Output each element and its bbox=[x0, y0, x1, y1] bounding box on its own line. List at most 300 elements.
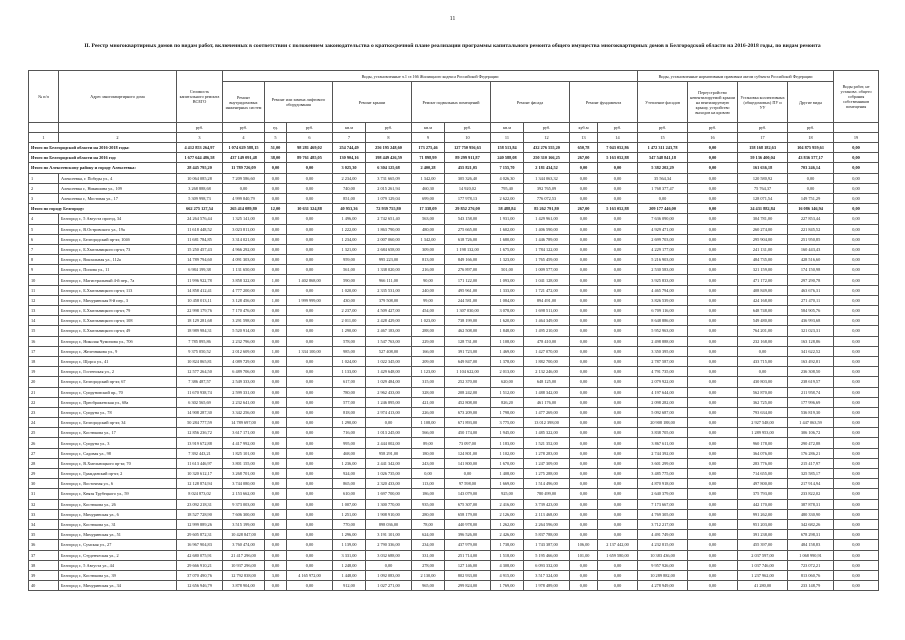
table-cell: 3 712 217,00 bbox=[638, 519, 688, 529]
table-cell: 20 908 188,00 bbox=[638, 418, 688, 428]
table-cell: 0,00 bbox=[688, 428, 738, 438]
table-cell: 158 168 182,63 bbox=[738, 143, 788, 153]
table-cell: 72 939 755,80 bbox=[366, 204, 412, 214]
table-cell: 1 307 030,00 bbox=[445, 306, 491, 316]
table-cell: 455 821,05 bbox=[445, 163, 491, 173]
table-cell: 59 136 400,04 bbox=[738, 153, 788, 163]
table-cell: 563,00 bbox=[412, 214, 445, 224]
table-cell: 0,00 bbox=[570, 265, 598, 275]
table-cell: 0,00 bbox=[265, 581, 287, 591]
table-cell: 280,00 bbox=[412, 509, 445, 519]
row-number: 26 bbox=[29, 438, 59, 448]
table-cell: 3 826 539,00 bbox=[638, 295, 688, 305]
table-cell: 391 723,00 bbox=[445, 346, 491, 356]
table-cell: 12 856 236,72 bbox=[177, 428, 223, 438]
unit-cell: кв.м bbox=[333, 123, 366, 133]
row-number: 32 bbox=[29, 499, 59, 509]
table-cell: 4 929 471,00 bbox=[638, 224, 688, 234]
table-cell: 0,00 bbox=[738, 346, 788, 356]
table-cell: 73 097,00 bbox=[445, 438, 491, 448]
table-cell: 10 289 882,00 bbox=[638, 570, 688, 580]
table-cell: 0,00 bbox=[788, 183, 834, 193]
house-address: Белгород г., Б.Хмельницкого пр-кт, 113 bbox=[59, 285, 177, 295]
table-cell: 0,00 bbox=[598, 295, 638, 305]
table-cell: 177 996,69 bbox=[788, 397, 834, 407]
table-cell: 0,00 bbox=[688, 285, 738, 295]
row-number: 20 bbox=[29, 377, 59, 387]
table-cell: 437 979,00 bbox=[445, 540, 491, 550]
table-cell: 2 699 703,00 bbox=[638, 234, 688, 244]
table-cell: 1 429 961,00 bbox=[524, 214, 570, 224]
table-cell: 14 920,02 bbox=[445, 183, 491, 193]
table-cell: 0,00 bbox=[287, 509, 333, 519]
table-cell: 471 172,00 bbox=[738, 275, 788, 285]
table-cell: 1 275 288,00 bbox=[524, 469, 570, 479]
table-cell: 0,00 bbox=[265, 428, 287, 438]
table-cell: 321 023,31 bbox=[788, 326, 834, 336]
table-cell: 127 146,00 bbox=[445, 560, 491, 570]
table-cell: 3 617 171,00 bbox=[223, 428, 265, 438]
table-cell: 1 769,00 bbox=[491, 581, 524, 591]
column-number: 4 bbox=[223, 133, 265, 143]
table-cell: 1 427 070,00 bbox=[524, 346, 570, 356]
table-cell: 106,00 bbox=[570, 540, 598, 550]
table-cell: 662 275 127,54 bbox=[177, 204, 223, 214]
header-group-fund: Виды, установленные ч.1 ст.166 Жилищного кодекса Российской Федерации bbox=[223, 71, 638, 82]
row-number: 7 bbox=[29, 244, 59, 254]
table-cell: 1 784 122,00 bbox=[524, 244, 570, 254]
table-cell: 3 314 021,00 bbox=[223, 234, 265, 244]
table-cell: 309,00 bbox=[412, 244, 445, 254]
unit-cell: руб. bbox=[638, 123, 688, 133]
table-cell: 0,00 bbox=[688, 550, 738, 560]
header-meters: Установка коллективных (общедомовых) ПУ и УУ bbox=[738, 82, 788, 123]
table-cell: 0,00 bbox=[834, 397, 879, 407]
table-cell: 461 176,00 bbox=[524, 397, 570, 407]
table-cell: 0,00 bbox=[287, 255, 333, 265]
row-number: 10 bbox=[29, 275, 59, 285]
table-cell: 0,00 bbox=[834, 204, 879, 214]
table-cell: 0,00 bbox=[688, 153, 738, 163]
table-cell: 0,00 bbox=[287, 479, 333, 489]
table-cell: 0,00 bbox=[265, 265, 287, 275]
table-cell: 211 958,74 bbox=[788, 387, 834, 397]
table-row bbox=[29, 418, 879, 428]
table-cell: 5 163 052,88 bbox=[598, 153, 638, 163]
table-cell: 1 378,00 bbox=[491, 356, 524, 366]
column-number: 7 bbox=[333, 133, 366, 143]
unit-cell: руб. bbox=[524, 123, 570, 133]
table-cell: 714 655,00 bbox=[738, 469, 788, 479]
table-cell: 4 165 972,00 bbox=[287, 570, 333, 580]
table-cell: 0,00 bbox=[688, 244, 738, 254]
table-cell: 795,40 bbox=[491, 183, 524, 193]
table-cell: 2 137 442,00 bbox=[598, 540, 638, 550]
table-row bbox=[29, 397, 879, 407]
house-address: Белгород г., В.Островского ул., 19а bbox=[59, 224, 177, 234]
row-number: 34 bbox=[29, 519, 59, 529]
table-cell: 0,00 bbox=[688, 407, 738, 417]
house-address: Белгород г., Костюкова ул., 31 bbox=[59, 519, 177, 529]
table-row bbox=[29, 499, 879, 509]
table-cell: 0,00 bbox=[688, 367, 738, 377]
table-cell: 1 659 580,00 bbox=[598, 550, 638, 560]
table-cell: 495 961,00 bbox=[445, 285, 491, 295]
header-foundation: Ремонт фундамента bbox=[570, 82, 638, 123]
row-number: 16 bbox=[29, 336, 59, 346]
table-cell: 0,00 bbox=[834, 560, 879, 570]
table-row bbox=[29, 458, 879, 468]
table-cell: 0,00 bbox=[265, 377, 287, 387]
table-cell: 5 309 998,73 bbox=[177, 193, 223, 203]
table-cell: 4 026,30 bbox=[491, 173, 524, 183]
table-cell: 1 675,00 bbox=[491, 244, 524, 254]
table-cell: 0,00 bbox=[598, 570, 638, 580]
table-cell: 543 158,00 bbox=[445, 214, 491, 224]
table-cell: 208 242,00 bbox=[445, 387, 491, 397]
house-address: Белгород г., Магистральный 4-й пер., 7а bbox=[59, 275, 177, 285]
table-cell: 1 518,00 bbox=[491, 550, 524, 560]
table-cell: 0,00 bbox=[265, 163, 287, 173]
table-cell: 124 801,00 bbox=[445, 448, 491, 458]
table-cell: 951 203,00 bbox=[738, 519, 788, 529]
table-cell: 12 128 874,94 bbox=[177, 479, 223, 489]
table-row bbox=[29, 489, 879, 499]
table-cell: 10 320 612,17 bbox=[177, 469, 223, 479]
table-cell: 421,00 bbox=[412, 397, 445, 407]
row-number: 28 bbox=[29, 458, 59, 468]
table-cell: 4 999 840,79 bbox=[223, 193, 265, 203]
table-cell: 0,00 bbox=[265, 448, 287, 458]
table-cell: 985,00 bbox=[333, 346, 366, 356]
row-number: 23 bbox=[29, 407, 59, 417]
table-cell: 2 098 282,00 bbox=[638, 397, 688, 407]
table-row bbox=[29, 295, 879, 305]
table-cell: 1 931,00 bbox=[491, 214, 524, 224]
table-cell: 0,00 bbox=[570, 285, 598, 295]
row-number: 38 bbox=[29, 560, 59, 570]
table-cell: 4 091 303,00 bbox=[223, 255, 265, 265]
table-cell: 0,00 bbox=[834, 265, 879, 275]
table-cell: 0,00 bbox=[688, 560, 738, 570]
table-cell: 0,00 bbox=[598, 356, 638, 366]
table-cell: 1 079 129,04 bbox=[366, 193, 412, 203]
table-cell: 295 904,00 bbox=[738, 234, 788, 244]
table-row bbox=[29, 530, 879, 540]
table-cell: 0,00 bbox=[598, 469, 638, 479]
summary-label: Итого по Алексеевскому району и городу Алексеевка: bbox=[29, 163, 177, 173]
table-cell: 14 858 412,41 bbox=[177, 285, 223, 295]
house-address: Белгород г., Мичуринская ул., 6 bbox=[59, 509, 177, 519]
table-cell: 2 079 922,00 bbox=[638, 377, 688, 387]
table-cell: 3 744 080,00 bbox=[223, 479, 265, 489]
house-address: Белгород г., Преображенская ул., 68а bbox=[59, 397, 177, 407]
table-cell: 1 496,00 bbox=[333, 214, 366, 224]
table-cell: 1 738,00 bbox=[491, 540, 524, 550]
table-cell: 1 669,00 bbox=[491, 479, 524, 489]
house-address: Белгород г., Мичуринская 8-й пер., 3 bbox=[59, 295, 177, 305]
table-cell: 267,00 bbox=[570, 204, 598, 214]
table-cell: 180,00 bbox=[412, 448, 445, 458]
table-cell: 1 300 770,00 bbox=[366, 499, 412, 509]
table-cell: 143 079,00 bbox=[445, 489, 491, 499]
table-cell: 391 238,00 bbox=[738, 530, 788, 540]
table-cell: 0,00 bbox=[287, 448, 333, 458]
header-roof-conversion: Переустройство невентилируемой крыши на вентилируемую крышу, устройство выходов на кровлю bbox=[688, 82, 738, 123]
table-cell: 1 620,00 bbox=[491, 316, 524, 326]
column-number: 14 bbox=[598, 133, 638, 143]
table-cell: 1 485 322,00 bbox=[524, 428, 570, 438]
table-cell: 966 111,00 bbox=[366, 275, 412, 285]
table-cell: 3 485 775,00 bbox=[638, 469, 688, 479]
table-cell: 7 155,70 bbox=[491, 163, 524, 173]
table-cell: 5 163 052,88 bbox=[598, 204, 638, 214]
table-cell: 4 232 815,00 bbox=[638, 540, 688, 550]
table-cell: 1 323,00 bbox=[491, 255, 524, 265]
table-cell: 0,00 bbox=[265, 367, 287, 377]
table-cell: 0,00 bbox=[265, 530, 287, 540]
table-cell: 0,00 bbox=[570, 387, 598, 397]
table-cell: 0,00 bbox=[688, 458, 738, 468]
row-number: 36 bbox=[29, 540, 59, 550]
row-number: 3 bbox=[29, 193, 59, 203]
table-cell: 250 310 166,25 bbox=[524, 153, 570, 163]
table-cell: 0,00 bbox=[598, 448, 638, 458]
table-cell: 4 870 918,00 bbox=[638, 479, 688, 489]
house-address: Белгород г., Б.Хмельницкого пр-кт, 79 bbox=[59, 306, 177, 316]
column-number: 2 bbox=[59, 133, 177, 143]
row-number: 27 bbox=[29, 448, 59, 458]
table-cell: 462 508,00 bbox=[445, 326, 491, 336]
table-cell: 3 760 474,00 bbox=[223, 540, 265, 550]
table-cell: 0,00 bbox=[598, 265, 638, 275]
table-cell: 3 878 904,00 bbox=[223, 581, 265, 591]
table-cell: 2 962 433,00 bbox=[366, 387, 412, 397]
table-cell: 0,00 bbox=[287, 285, 333, 295]
table-cell: 0,00 bbox=[598, 489, 638, 499]
table-cell: 0,00 bbox=[688, 397, 738, 407]
table-cell: 13 919 672,88 bbox=[177, 438, 223, 448]
table-cell: 101,00 bbox=[570, 550, 598, 560]
table-cell: 1 237 962,00 bbox=[738, 570, 788, 580]
table-cell: 0,00 bbox=[287, 499, 333, 509]
table-cell: 315,00 bbox=[412, 377, 445, 387]
table-cell: 176 286,21 bbox=[788, 448, 834, 458]
table-cell: 3 517 324,00 bbox=[524, 570, 570, 580]
table-cell: 0,00 bbox=[834, 438, 879, 448]
table-cell: 2 015 261,94 bbox=[366, 183, 412, 193]
table-cell: 209 177 446,00 bbox=[638, 204, 688, 214]
table-cell: 0,00 bbox=[570, 397, 598, 407]
table-cell: 4 197 644,00 bbox=[638, 387, 688, 397]
table-cell: 10 937 296,00 bbox=[223, 560, 265, 570]
table-cell: 42 680 075,91 bbox=[177, 550, 223, 560]
table-cell: 29 666 910,21 bbox=[177, 560, 223, 570]
table-cell: 0,00 bbox=[598, 306, 638, 316]
table-cell: 0,00 bbox=[688, 499, 738, 509]
table-cell: 11 789 726,09 bbox=[223, 163, 265, 173]
table-cell: 0,00 bbox=[265, 214, 287, 224]
table-cell: 0,00 bbox=[688, 306, 738, 316]
table-cell: 9 373 003,00 bbox=[223, 499, 265, 509]
table-cell: 699,00 bbox=[412, 193, 445, 203]
table-cell: 2 007 060,00 bbox=[366, 234, 412, 244]
table-cell: 428 516,60 bbox=[788, 255, 834, 265]
row-number: 1 bbox=[29, 173, 59, 183]
table-cell: 0,00 bbox=[598, 163, 638, 173]
table-cell: 9 957 926,00 bbox=[638, 560, 688, 570]
house-address: Белгород г., Вокзальная ул., 112а bbox=[59, 255, 177, 265]
table-cell: 1 068 990,91 bbox=[788, 550, 834, 560]
table-cell: 0,00 bbox=[834, 255, 879, 265]
table-row bbox=[29, 214, 879, 224]
table-cell: 577,00 bbox=[333, 397, 366, 407]
house-address: Белгород г., Костюкова ул., 17 bbox=[59, 428, 177, 438]
table-cell: 2 640 379,00 bbox=[638, 489, 688, 499]
table-cell: 675 307,00 bbox=[445, 499, 491, 509]
table-cell: 2 237,00 bbox=[333, 306, 366, 316]
table-cell: 1 863 790,00 bbox=[366, 224, 412, 234]
table-cell: 7 785 895,86 bbox=[177, 336, 223, 346]
table-cell: 0,00 bbox=[834, 275, 879, 285]
column-number: 15 bbox=[638, 133, 688, 143]
table-cell: 3 515 199,00 bbox=[223, 519, 265, 529]
table-cell: 0,00 bbox=[570, 306, 598, 316]
table-cell: 1 007,00 bbox=[333, 499, 366, 509]
table-cell: 5 092 687,00 bbox=[638, 407, 688, 417]
table-cell: 442 170,00 bbox=[738, 499, 788, 509]
table-cell: 0,00 bbox=[688, 387, 738, 397]
table-cell: 1 768 377,47 bbox=[638, 183, 688, 193]
table-cell: 0,00 bbox=[834, 316, 879, 326]
summary-label: Итого по Белгородской области на 2016-2018 годы: bbox=[29, 143, 177, 153]
table-cell: 1 848,00 bbox=[491, 326, 524, 336]
table-cell: 0,00 bbox=[265, 550, 287, 560]
house-address: Белгород г., Садовая ул., 98 bbox=[59, 448, 177, 458]
table-cell: 1 251,00 bbox=[333, 509, 366, 519]
table-cell: 160 443,43 bbox=[788, 244, 834, 254]
table-cell: 236 308,50 bbox=[788, 367, 834, 377]
table-cell: 2 416,00 bbox=[491, 499, 524, 509]
table-cell: 1 446 789,00 bbox=[524, 234, 570, 244]
table-cell: 234,00 bbox=[412, 540, 445, 550]
table-cell: 0,00 bbox=[287, 489, 333, 499]
header-facade: Ремонт фасада bbox=[491, 82, 570, 123]
table-cell: 232 168,00 bbox=[738, 336, 788, 346]
row-number: 6 bbox=[29, 234, 59, 244]
table-cell: 1 093,00 bbox=[491, 275, 524, 285]
table-cell: 0,00 bbox=[570, 193, 598, 203]
table-cell: 991 262,00 bbox=[738, 509, 788, 519]
table-cell: 1 041 128,00 bbox=[524, 275, 570, 285]
table-cell: 252 370,00 bbox=[445, 377, 491, 387]
table-cell: 0,00 bbox=[598, 285, 638, 295]
table-cell: 0,00 bbox=[598, 499, 638, 509]
table-cell: 0,00 bbox=[570, 214, 598, 224]
document-title: II. Реестр многоквартирных домов по видам работ, включенных в соответствии с положением законодательства о краткосрочной плане реализации программы капитального ремонта общего имущества многоквартирных домов в Белгородской области на 2016-2018 годы, по видам ремонта bbox=[84, 43, 821, 49]
table-cell: 0,00 bbox=[598, 214, 638, 224]
table-cell: 229,00 bbox=[412, 336, 445, 346]
table-cell: 0,00 bbox=[287, 550, 333, 560]
table-cell: 1 514 496,00 bbox=[524, 479, 570, 489]
table-cell: 0,00 bbox=[834, 295, 879, 305]
table-cell: 2 113 468,00 bbox=[524, 509, 570, 519]
table-cell: 186,00 bbox=[412, 489, 445, 499]
table-cell: 1 278 283,00 bbox=[524, 448, 570, 458]
table-cell: 0,00 bbox=[598, 255, 638, 265]
table-cell: 0,00 bbox=[834, 540, 879, 550]
table-cell: 0,00 bbox=[265, 540, 287, 550]
table-cell: 527 408,00 bbox=[366, 346, 412, 356]
table-cell: 98 281 469,02 bbox=[287, 143, 333, 153]
table-cell: 1 009 577,00 bbox=[524, 265, 570, 275]
table-cell: 1 084,00 bbox=[491, 295, 524, 305]
table-cell: 0,00 bbox=[834, 306, 879, 316]
house-address: Белгород г., 5 Августа проезд, 34 bbox=[59, 214, 177, 224]
table-cell: 38,00 bbox=[265, 153, 287, 163]
table-cell: 392 765,09 bbox=[524, 183, 570, 193]
table-cell: 0,00 bbox=[265, 560, 287, 570]
table-cell: 251 950,85 bbox=[788, 234, 834, 244]
table-row bbox=[29, 377, 879, 387]
unit-cell: руб. bbox=[688, 123, 738, 133]
table-cell: 1 029 484,00 bbox=[366, 377, 412, 387]
table-cell: 0,00 bbox=[834, 367, 879, 377]
column-number: 5 bbox=[265, 133, 287, 143]
unit-cell: ед. bbox=[265, 123, 287, 133]
table-cell: 4 491 749,00 bbox=[638, 530, 688, 540]
table-cell: 305 326,40 bbox=[445, 173, 491, 183]
table-cell: 1 234,00 bbox=[333, 234, 366, 244]
table-cell: 450 174,00 bbox=[445, 428, 491, 438]
table-row bbox=[29, 448, 879, 458]
table-cell: 723 072,21 bbox=[788, 560, 834, 570]
table-cell: 851,00 bbox=[333, 193, 366, 203]
table-cell: 617,00 bbox=[333, 377, 366, 387]
table-cell: 0,00 bbox=[598, 193, 638, 203]
unit-cell: руб. bbox=[366, 123, 412, 133]
table-cell: 0,00 bbox=[287, 581, 333, 591]
table-cell: 0,00 bbox=[570, 560, 598, 570]
table-cell: 2 126,00 bbox=[491, 509, 524, 519]
table-cell: 0,00 bbox=[265, 509, 287, 519]
table-cell: 1 680,00 bbox=[491, 234, 524, 244]
table-cell: 51,00 bbox=[265, 143, 287, 153]
table-row bbox=[29, 560, 879, 570]
table-cell: 0,00 bbox=[570, 326, 598, 336]
table-cell: 163 128,86 bbox=[788, 336, 834, 346]
table-cell: 0,00 bbox=[287, 306, 333, 316]
header-other-kinds: Другие виды bbox=[788, 82, 834, 123]
table-cell: 0,00 bbox=[688, 346, 738, 356]
table-row bbox=[29, 581, 879, 591]
table-cell: 0,00 bbox=[265, 285, 287, 295]
table-cell: 658 179,00 bbox=[445, 509, 491, 519]
row-number: 17 bbox=[29, 346, 59, 356]
table-cell: 0,00 bbox=[265, 244, 287, 254]
table-cell: 0,00 bbox=[265, 356, 287, 366]
table-row bbox=[29, 255, 879, 265]
summary-row bbox=[29, 163, 879, 173]
column-number: 18 bbox=[788, 133, 834, 143]
table-row bbox=[29, 183, 879, 193]
table-cell: 11 670 938,74 bbox=[177, 387, 223, 397]
table-cell: 703 246,14 bbox=[788, 163, 834, 173]
units-row bbox=[29, 123, 879, 133]
table-cell: 10 428 847,00 bbox=[223, 530, 265, 540]
row-number: 33 bbox=[29, 509, 59, 519]
column-number: 11 bbox=[491, 133, 524, 143]
